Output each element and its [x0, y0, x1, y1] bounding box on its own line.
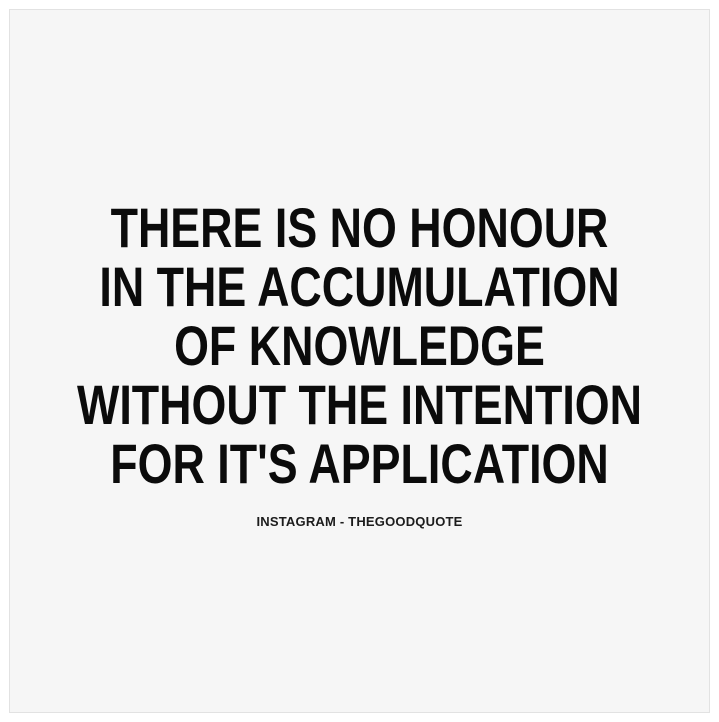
quote-text: [0, 198, 719, 493]
quote-line-2: IN THE ACCUMULATION: [99, 255, 620, 318]
quote-line-5: FOR IT'S APPLICATION: [110, 432, 609, 495]
instagram-credit: INSTAGRAM - THEGOODQUOTE: [256, 514, 463, 529]
quote-line-3: OF KNOWLEDGE: [174, 314, 545, 377]
quote-line-1: THERE IS NO HONOUR: [110, 196, 609, 259]
quote-line-4: WITHOUT THE INTENTION: [77, 373, 642, 436]
